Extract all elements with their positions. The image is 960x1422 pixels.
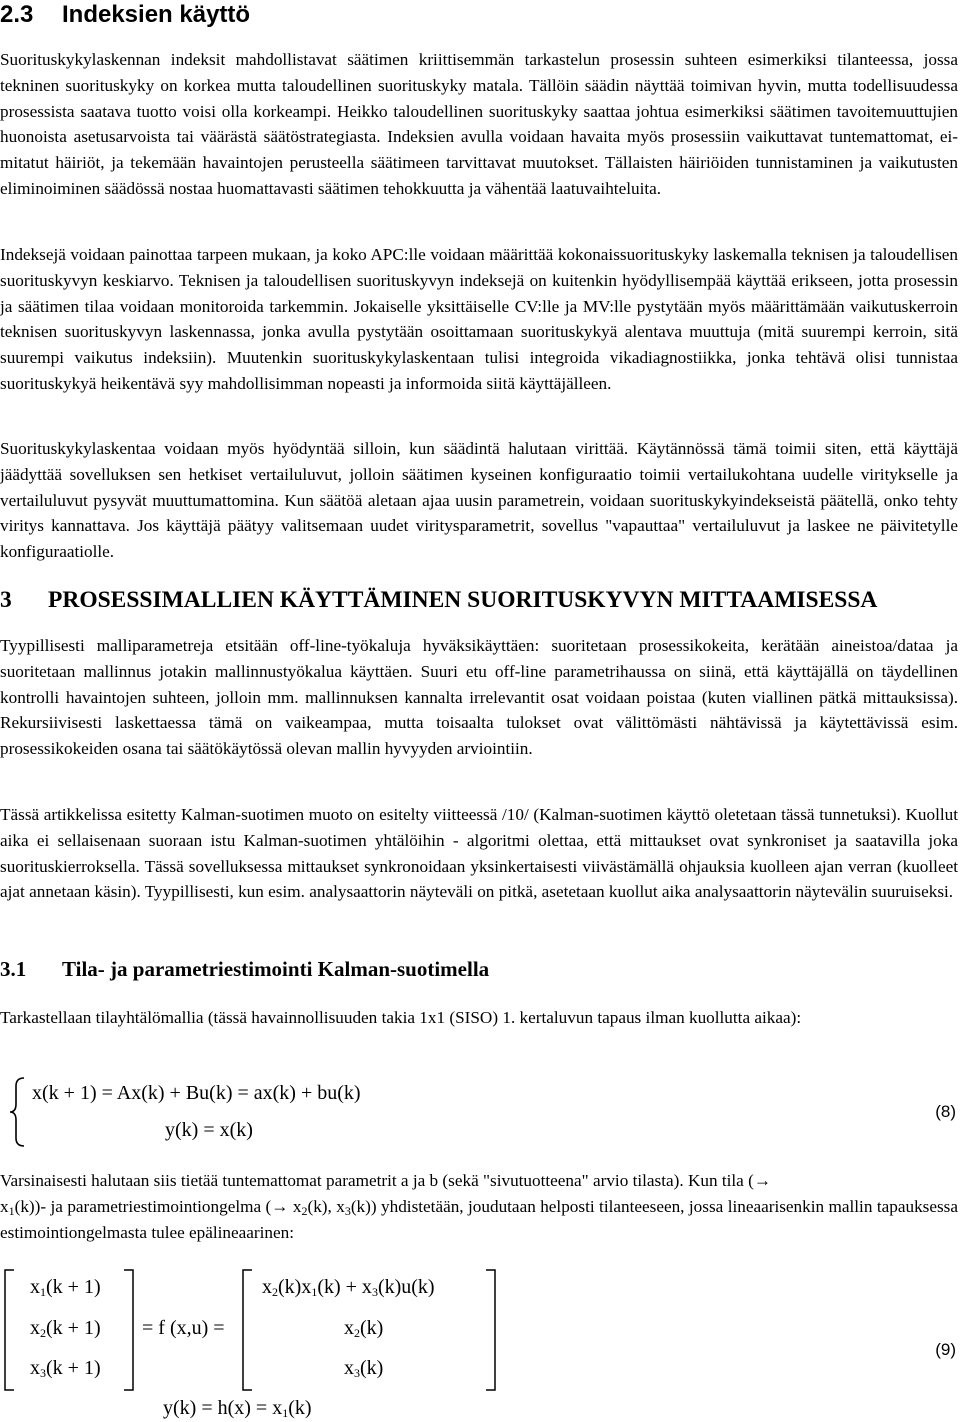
- chapter-heading: [0, 585, 877, 615]
- equation-number: (9): [935, 1340, 956, 1359]
- right-bracket-icon: [484, 1268, 498, 1392]
- left-bracket-icon: [240, 1268, 254, 1392]
- paragraph: Indeksejä voidaan painottaa tarpeen mukaan, ja koko APC:lle voidaan määrittää kokonaissuorituskyky laskemalla teknisen ja taloudellisen suorituskyvyn keskiarvo. Teknisen ja taloudellisen suorituskyvyn indeksejä on kuitenkin hyödyllisempää käyttää erikseen, jotta prosessin ja säätimen tilaa voidaan monitoroida tarkemmin. Jokaiselle yksittäiselle CV:lle ja MV:lle pystytään myös määrittämään vaikutuskerroin teknisen suorituskyvyn laskennassa, jonka avulla pystytään osoittamaan suorituskykyä alentava muuttuja (mitä suurempi kerroin, sitä suurempi vaikutus indeksiin). Muutenkin suorituskykylaskentaan tulisi integroida vikadiagnostiikka, jonka tehtävä olisi tunnistaa suorituskykyä heikentävä syy mahdollisimman nopeasti ja informoida siitä käyttäjälleen.: [0, 245, 958, 393]
- function-vector-entry: $x_2(k)x_1(k) + x_3(k)u(k)$: [262, 1276, 435, 1299]
- section-number: 2.3: [0, 1, 34, 28]
- state-vector-entry: $x_3(k + 1)$: [30, 1357, 101, 1380]
- paragraph: Tässä artikkelissa esitetty Kalman-suotimen muoto on esitelty viitteessä /10/ (Kalman-suotimen käyttö oletetaan tässä tunnetuksi). Kuollut aika ei sellaisenaan suoraan istu Kalman-suotimen yhtälöihin - algoritmi olettaa, että mittaukset ovat synkroniset ja saatavilla joka suorituskierroksella. Tässä sovelluksessa mittaukset synkronoidaan yksinkertaisesti viivästämällä ohjauksia kuolleen ajan verran (kuolleet ajat annetaan käsin). Tyypillisesti, kun esim. analysaattorin näyteväli on pitkä, asetetaan kuollut aika analysaattorin näytevälin suuruiseksi.: [0, 805, 958, 902]
- paragraph: Tarkastellaan tilayhtälömallia (tässä havainnollisuuden takia 1x1 (SISO) 1. kertaluvun tapaus ilman kuollutta aikaa):: [0, 1008, 802, 1027]
- equation-number: (8): [935, 1102, 956, 1121]
- chapter-number: 3: [0, 587, 12, 613]
- function-vector-entry: $x_3(k)$: [344, 1357, 384, 1380]
- paragraph: Tyypillisesti malliparametreja etsitään off-line-työkaluja hyväksikäyttäen: suoritetaan prosessikokeita, kerätään aineistoa/dataa ja suoritetaan mallinnus jotakin mallinnustyökalua käyttäen. Suuri etu off-line parametrihaussa on siinä, että käyttäjällä on täydellinen kontrolli havaintojen suhteen, jolloin mm. mallinnuksen kannalta irrelevantit osat voidaan poistaa (kuten viallinen pätkä mittauksissa). Rekursiivisesti laskettaessa tämä on vaikeampaa, mutta toisaalta tulokset ovat välittömästi nähtävissä ja käytettävissä esim. prosessikokeiden osana tai säätökäytössä olevan mallin hyvyyden arviointiin.: [0, 636, 958, 759]
- subsection-title: Tila- ja parametriestimointi Kalman-suotimella: [62, 957, 490, 981]
- equation-8-line-2: y(k) = x(k): [165, 1119, 253, 1141]
- subsection-heading: [0, 955, 489, 983]
- state-vector-entry: $x_2(k + 1)$: [30, 1317, 101, 1340]
- section-heading: [0, 0, 250, 30]
- function-vector-entry: $x_2(k)$: [344, 1317, 384, 1340]
- paragraph: Varsinaisesti halutaan siis tietää tuntemattomat parametrit a ja b (sekä "sivutuotteena" arvio tilasta). Kun tila (→ $x_1(k))-$ ja parametriestimointiongelma (→ $x_2(k)$, $x_3(k)$) yhdistetään, joudutaan helposti tilanteeseen, jossa lineaarisenkin mallin tapauksessa estimointiongelmasta tulee epälineaarinen:: [0, 1171, 958, 1242]
- function-mapping: = f (x,u) =: [142, 1317, 225, 1339]
- right-bracket-icon: [122, 1268, 136, 1392]
- left-bracket-icon: [2, 1268, 16, 1392]
- output-equation: $y(k) = h(x) = x_1(k)$: [163, 1397, 312, 1420]
- chapter-title: PROSESSIMALLIEN KÄYTTÄMINEN SUORITUSKYVYN MITTAAMISESSA: [48, 587, 878, 613]
- left-brace-icon: [8, 1076, 28, 1148]
- paragraph: Suorituskykylaskennan indeksit mahdollistavat säätimen kriittisemmän tarkastelun prosessin suhteen esimerkiksi tilanteessa, jossa tekninen suorituskyky on korkea mutta taloudellinen suorituskyky matala. Tällöin säädin näyttää toimivan hyvin, mutta todellisuudessa prosessista saatava tuotto voisi olla korkeampi. Heikko taloudellinen suorituskyky saattaa johtua esimerkiksi säätimen tavoitemuuttujien huonoista asetusarvoista tai väärästä säätöstrategiasta. Indeksien avulla voidaan havaita myös prosessiin vaikuttavat tuntemattomat, ei-mitatut häiriöt, ja tekemään havaintojen perusteella säätimeen tarvittavat muutokset. Tällaisten häiriöiden tunnistaminen ja vaikutusten eliminoiminen säädössä nostaa huomattavasti säätimen tehokkuutta ja vähentää laatuvaihteluita.: [0, 50, 958, 198]
- section-title: Indeksien käyttö: [62, 1, 251, 28]
- equation-8-line-1: x(k + 1) = Ax(k) + Bu(k) = ax(k) + bu(k): [32, 1082, 361, 1104]
- paragraph: Suorituskykylaskentaa voidaan myös hyödyntää silloin, kun säädintä halutaan virittää. Käytännössä tämä toimii siten, että käyttäjä jäädyttää sovelluksen sen hetkiset vertailuluvut, jolloin säätimen kyseinen konfiguraatio toimii vertailukohtana uudelle viritykselle ja vertailuluvut pysyvät muuttumattomina. Kun säätöä aletaan ajaa uusin parametrein, voidaan suorituskykyindekseistä päätellä, onko tehty viritys kannattava. Jos käyttäjä päätyy valitsemaan uudet viritysparametrit, sovellus "vapauttaa" vertailuluvut ja laskee ne päivitetylle konfiguraatiolle.: [0, 439, 958, 562]
- subsection-number: 3.1: [0, 957, 27, 981]
- state-vector-entry: $x_1(k + 1)$: [30, 1276, 101, 1299]
